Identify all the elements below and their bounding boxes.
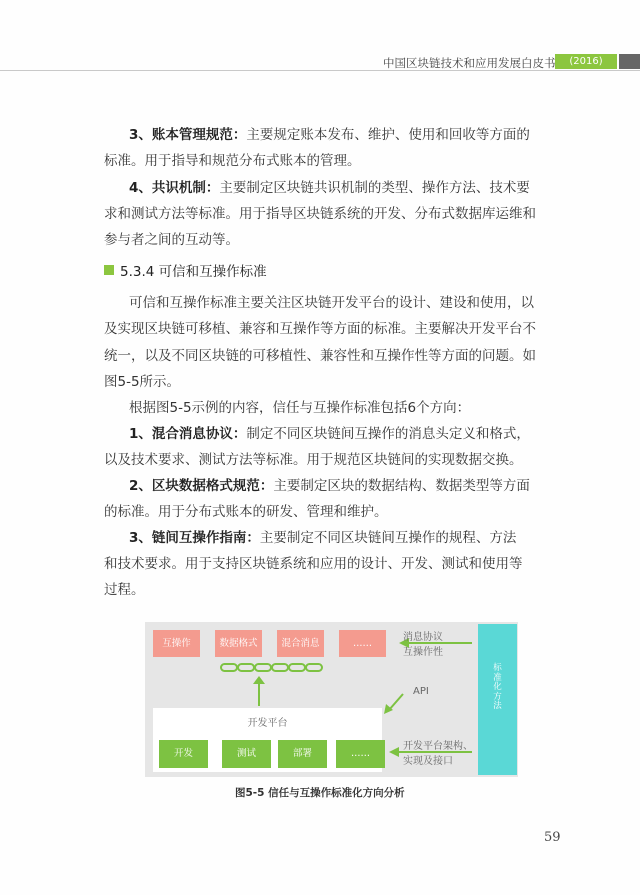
paragraph-line: 以及技术要求、测试方法等标准。用于规范区块链间的实现数据交换。	[104, 452, 523, 468]
standardization-bar	[478, 624, 517, 775]
label-api: API	[413, 686, 429, 697]
paragraph-line: 和技术要求。用于支持区块链系统和应用的设计、开发、测试和使用等	[104, 556, 523, 572]
trust-interop-diagram	[145, 622, 518, 777]
paragraph-line: 图5-5所示。	[104, 374, 181, 390]
header-grey-tab	[619, 54, 640, 69]
paragraph-line: 过程。	[104, 582, 145, 598]
dev-platform-label: 开发平台	[247, 718, 288, 729]
page-number: 59	[544, 830, 561, 845]
diagram-bottom-block: ……	[336, 740, 385, 768]
section-title: 5.3.4 可信和互操作标准	[120, 264, 267, 280]
paragraph-line: 3、链间互操作指南：主要制定不同区块链间互操作的规程、方法	[129, 530, 517, 546]
paragraph-line: 可信和互操作标准主要关注区块链开发平台的设计、建设和使用，以	[129, 295, 534, 311]
paragraph-line: 根据图5-5示例的内容，信任与互操作标准包括6个方向：	[129, 400, 471, 416]
label-message-protocol: 消息协议	[403, 632, 443, 643]
diagram-bottom-block: 部署	[278, 740, 327, 768]
section-marker	[104, 265, 114, 275]
paragraph-line: 1、混合消息协议：制定不同区块链间互操作的消息头定义和格式，	[129, 426, 530, 442]
label-platform-arch: 开发平台架构、	[403, 741, 473, 752]
header-title: 中国区块链技术和应用发展白皮书	[383, 56, 556, 70]
paragraph-line: 4、共识机制：主要制定区块链共识机制的类型、操作方法、技术要	[129, 180, 530, 196]
header-rule	[0, 70, 640, 71]
paragraph-line: 统一，以及不同区块链的可移植性、兼容性和互操作性等方面的问题。如	[104, 348, 536, 364]
standardization-label: 标 准 化 方 法	[493, 663, 502, 711]
paragraph-line: 3、账本管理规范：主要规定账本发布、维护、使用和回收等方面的	[129, 127, 530, 143]
paragraph-line: 及实现区块链可移植、兼容和互操作等方面的标准。主要解决开发平台不	[104, 321, 536, 337]
diagram-top-block: 互操作	[153, 630, 200, 657]
figure-caption: 图5-5 信任与互操作标准化方向分析	[235, 787, 405, 799]
paragraph-line: 标准。用于指导和规范分布式账本的管理。	[104, 153, 361, 169]
diagram-top-block: 数据格式	[215, 630, 262, 657]
paragraph-line: 参与者之间的互动等。	[104, 232, 239, 248]
paragraph-line: 求和测试方法等标准。用于指导区块链系统的开发、分布式数据库运维和	[104, 206, 536, 222]
header-year-badge: (2016)	[555, 54, 617, 69]
label-interoperability: 互操作性	[403, 647, 443, 658]
label-implementation: 实现及接口	[403, 756, 453, 767]
diagram-top-block: ……	[339, 630, 386, 657]
diagram-bottom-block: 开发	[159, 740, 208, 768]
paragraph-line: 的标准。用于分布式账本的研发、管理和维护。	[104, 504, 388, 520]
diagram-bottom-block: 测试	[222, 740, 271, 768]
paragraph-line: 2、区块数据格式规范：主要制定区块的数据结构、数据类型等方面	[129, 478, 530, 494]
diagram-top-block: 混合消息	[277, 630, 324, 657]
